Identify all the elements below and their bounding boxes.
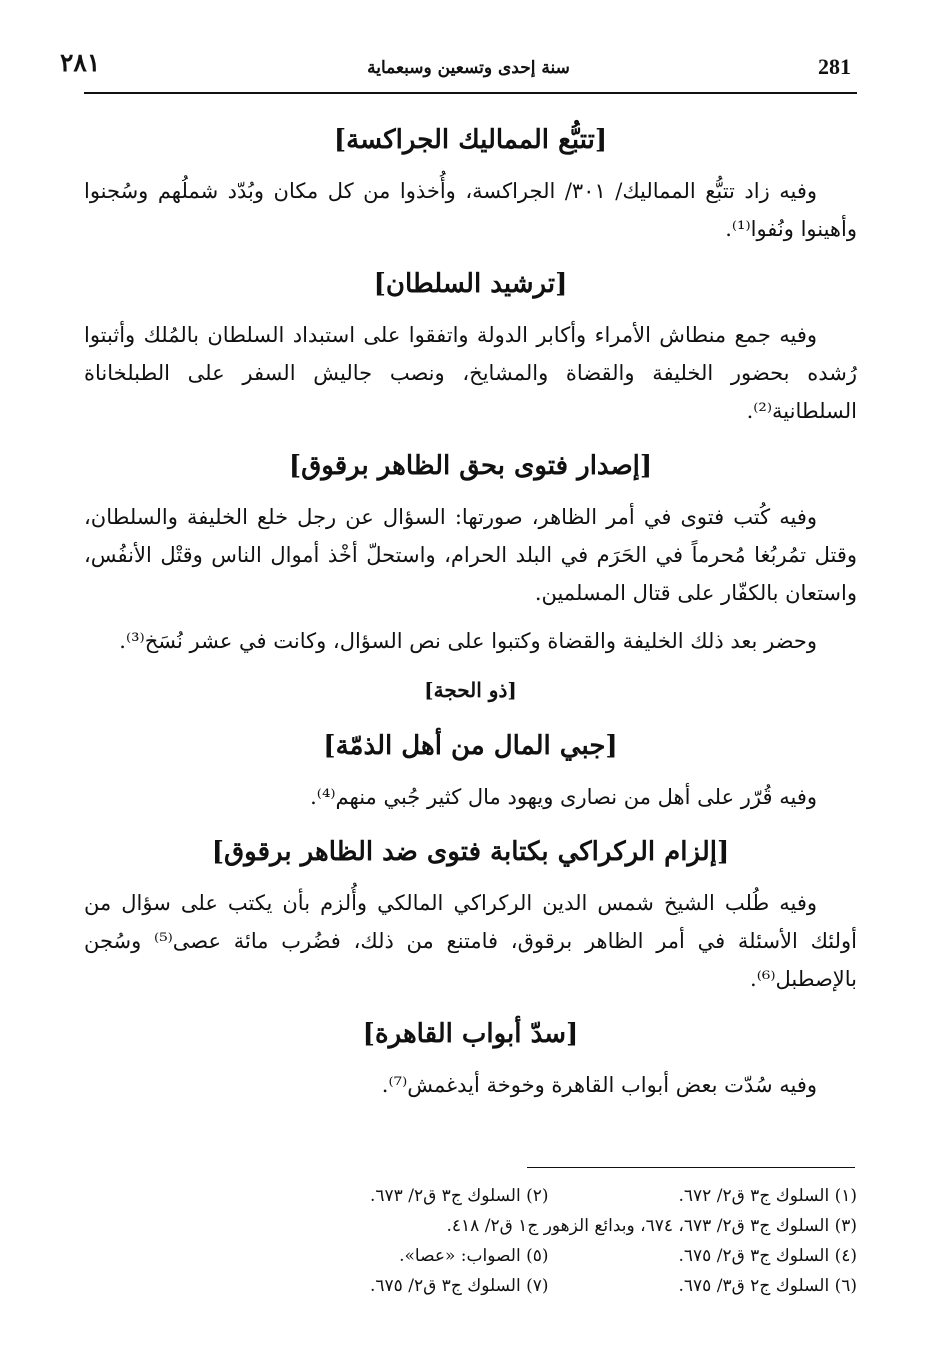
running-title: سنة إحدى وتسعين وسبعماية <box>367 58 570 78</box>
footnotes <box>240 1181 857 1301</box>
footnote: (٥) الصواب: «عصا». <box>399 1246 549 1266</box>
footnote: (٦) السلوك ج٢ ق٣/ ٦٧٥. <box>678 1276 857 1296</box>
paragraph: وفيه قُرّر على أهل من نصارى ويهود مال كثير جُبي منهم⁽⁴⁾. <box>310 785 817 809</box>
section-heading: [سدّ أبواب القاهرة] <box>362 1019 579 1049</box>
footnote-rule <box>527 1167 855 1168</box>
paragraph: وفيه سُدّت بعض أبواب القاهرة وخوخة أيدغمش⁽⁷⁾. <box>381 1073 817 1097</box>
paragraph: وفيه زاد تتبُّع المماليك/ ٣٠١/ الجراكسة، وأُخذوا من كل مكان وبُدّد شملُهم وسُجنوا وأهينوا ونُفوا⁽¹⁾. <box>84 179 857 241</box>
section-heading: [ذو الحجة] <box>424 678 517 702</box>
page-number-latin: 281 <box>818 54 851 79</box>
footnote-row <box>240 1211 857 1241</box>
section-heading: [إصدار فتوى بحق الظاهر برقوق] <box>288 451 653 481</box>
footnote: (٢) السلوك ج٣ ق٢/ ٦٧٣. <box>369 1186 549 1206</box>
footnote: (٤) السلوك ج٣ ق٢/ ٦٧٥. <box>678 1246 857 1266</box>
paragraph: وفيه كُتب فتوى في أمر الظاهر، صورتها: السؤال عن رجل خلع الخليفة والسلطان، وقتل تمُربُغا مُحرماً في الحَرَم في البلد الحرام، واستحلّ أخْذ أموال الناس وقتْل الأنفُس، واستعان بالكفّار على قتال المسلمين. <box>84 505 857 605</box>
section-heading: [ترشيد السلطان] <box>373 269 568 299</box>
footnote-row <box>240 1181 857 1211</box>
main-text <box>84 104 857 1104</box>
section-heading: [تتبُّع المماليك الجراكسة] <box>333 125 608 155</box>
page-number-arabic: ٢٨١ <box>60 48 101 77</box>
section-heading: [جبي المال من أهل الذمّة] <box>323 731 618 761</box>
paragraph: وفيه طُلب الشيخ شمس الدين الركراكي المالكي وأُلزم بأن يكتب على سؤال من أولئك الأسئلة في أمر الظاهر برقوق، فامتنع من ذلك، فضُرب مائة عصى⁽⁵⁾ وسُجن بالإصطبل⁽⁶⁾. <box>84 891 857 991</box>
footnote-row <box>240 1241 857 1271</box>
footnote: (٣) السلوك ج٣ ق٢/ ٦٧٣، ٦٧٤، وبدائع الزهور ج١ ق٢/ ٤١٨. <box>446 1216 857 1236</box>
paragraph: وفيه جمع منطاش الأمراء وأكابر الدولة واتفقوا على استبداد السلطان بالمُلك وأثبتوا رُشده بحضور الخليفة والقضاة والمشايخ، ونصب جاليش السفر على الطبلخاناة السلطانية⁽²⁾. <box>84 323 857 423</box>
footnote: (١) السلوك ج٣ ق٢/ ٦٧٢. <box>678 1186 857 1206</box>
paragraph: وحضر بعد ذلك الخليفة والقضاة وكتبوا على نص السؤال، وكانت في عشر نُسَخ⁽³⁾. <box>119 629 817 653</box>
header-rule <box>84 92 857 94</box>
footnote: (٧) السلوك ج٣ ق٢/ ٦٧٥. <box>369 1276 549 1296</box>
section-heading: [إلزام الركراكي بكتابة فتوى ضد الظاهر برقوق] <box>211 837 730 867</box>
footnote-row <box>240 1271 857 1301</box>
